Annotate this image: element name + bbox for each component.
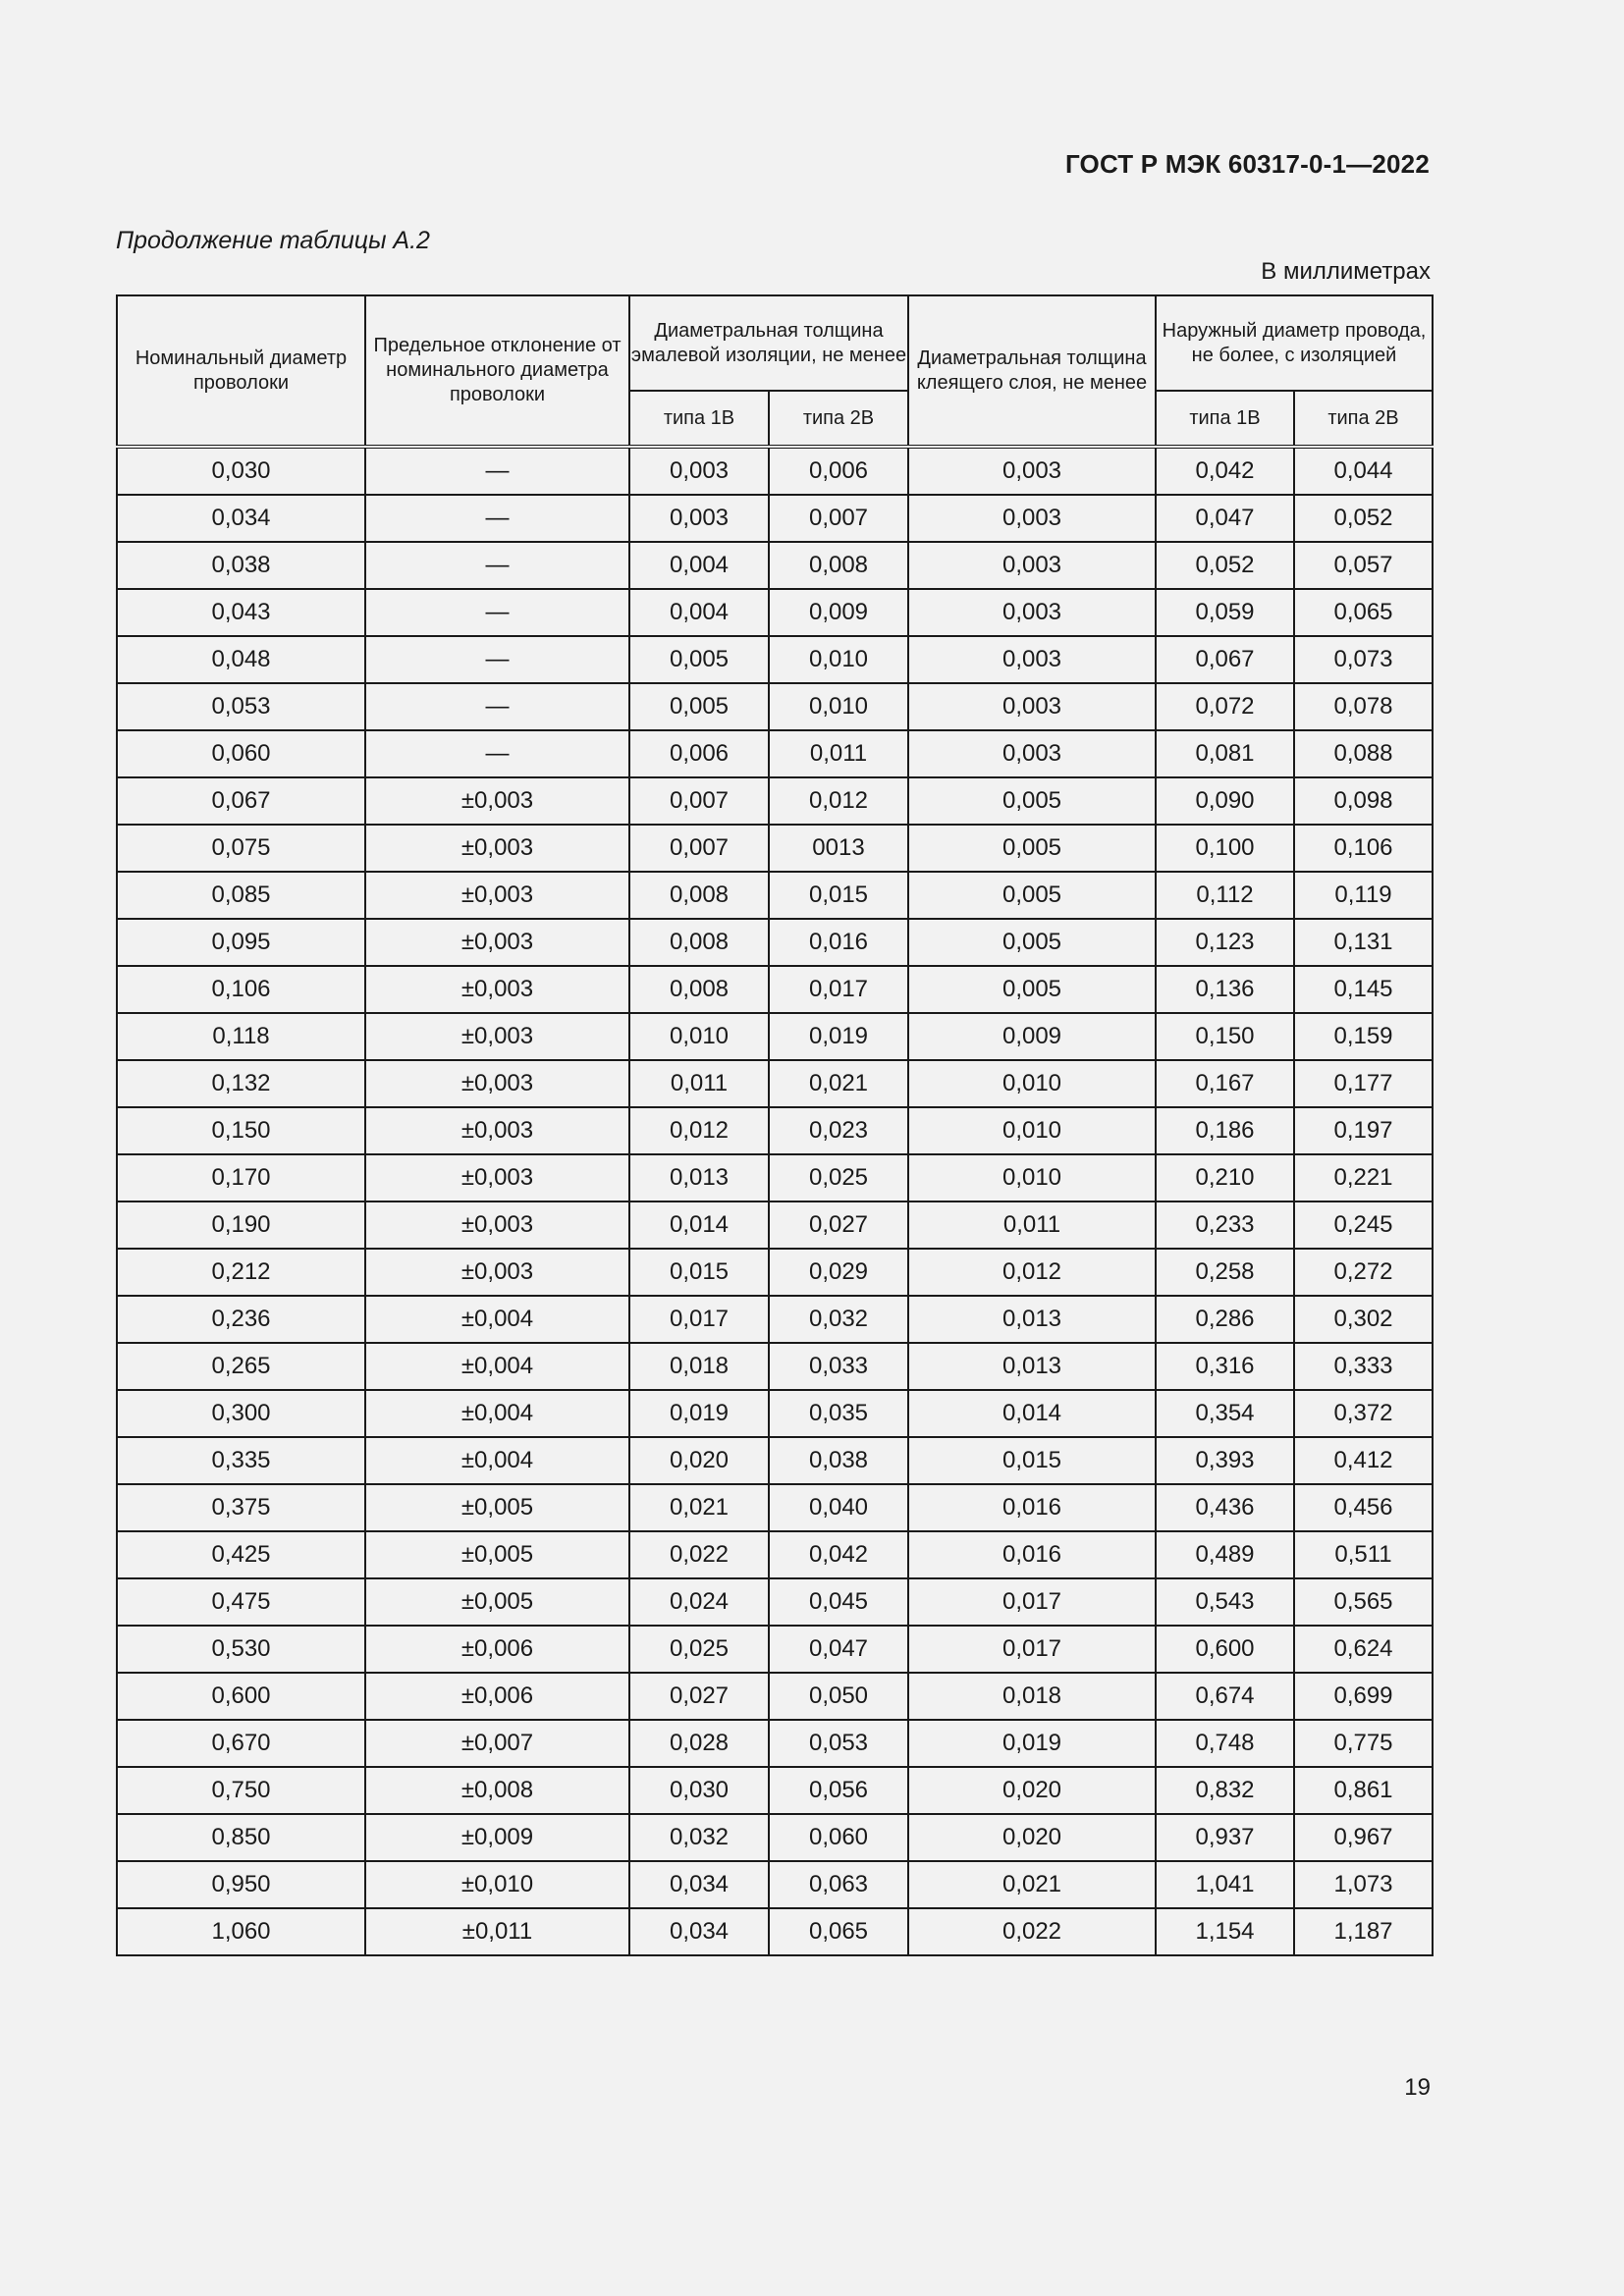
cell-deviation: ±0,005	[365, 1484, 629, 1531]
cell-enamel-type2: 0,047	[769, 1626, 908, 1673]
cell-enamel-type1: 0,032	[629, 1814, 769, 1861]
cell-nominal-diameter: 0,335	[117, 1437, 365, 1484]
cell-outer-type1: 0,354	[1156, 1390, 1294, 1437]
cell-adhesive-thickness: 0,003	[908, 636, 1156, 683]
table-row	[117, 1626, 1433, 1673]
cell-outer-type2: 0,078	[1294, 683, 1433, 730]
table-a2-container	[116, 294, 1432, 1956]
cell-enamel-type1: 0,005	[629, 636, 769, 683]
table-row	[117, 589, 1433, 636]
page-number: 19	[1404, 2074, 1431, 2101]
table-row	[117, 636, 1433, 683]
cell-enamel-type1: 0,010	[629, 1013, 769, 1060]
cell-adhesive-thickness: 0,003	[908, 495, 1156, 542]
cell-outer-type2: 0,302	[1294, 1296, 1433, 1343]
cell-enamel-type1: 0,019	[629, 1390, 769, 1437]
cell-deviation: ±0,004	[365, 1296, 629, 1343]
table-row	[117, 1531, 1433, 1578]
cell-outer-type2: 0,967	[1294, 1814, 1433, 1861]
cell-outer-type1: 0,100	[1156, 825, 1294, 872]
cell-adhesive-thickness: 0,010	[908, 1107, 1156, 1154]
cell-outer-type1: 0,316	[1156, 1343, 1294, 1390]
cell-outer-type2: 0,088	[1294, 730, 1433, 777]
cell-enamel-type2: 0,053	[769, 1720, 908, 1767]
cell-enamel-type2: 0,019	[769, 1013, 908, 1060]
header-enamel-type1: типа 1В	[629, 391, 769, 447]
cell-outer-type1: 0,674	[1156, 1673, 1294, 1720]
cell-outer-type2: 0,221	[1294, 1154, 1433, 1201]
cell-enamel-type1: 0,014	[629, 1201, 769, 1249]
cell-outer-type1: 1,154	[1156, 1908, 1294, 1955]
cell-nominal-diameter: 0,106	[117, 966, 365, 1013]
table-row	[117, 1390, 1433, 1437]
cell-adhesive-thickness: 0,013	[908, 1296, 1156, 1343]
cell-outer-type1: 0,067	[1156, 636, 1294, 683]
table-row	[117, 1154, 1433, 1201]
cell-nominal-diameter: 0,034	[117, 495, 365, 542]
cell-outer-type1: 0,123	[1156, 919, 1294, 966]
cell-adhesive-thickness: 0,017	[908, 1578, 1156, 1626]
cell-outer-type1: 0,042	[1156, 447, 1294, 495]
cell-outer-type2: 0,131	[1294, 919, 1433, 966]
cell-adhesive-thickness: 0,010	[908, 1154, 1156, 1201]
cell-adhesive-thickness: 0,005	[908, 825, 1156, 872]
cell-nominal-diameter: 0,170	[117, 1154, 365, 1201]
cell-outer-type2: 0,699	[1294, 1673, 1433, 1720]
cell-enamel-type2: 0,045	[769, 1578, 908, 1626]
cell-outer-type1: 0,090	[1156, 777, 1294, 825]
cell-deviation: ±0,006	[365, 1673, 629, 1720]
cell-deviation: ±0,003	[365, 1201, 629, 1249]
cell-enamel-type2: 0,011	[769, 730, 908, 777]
table-row	[117, 919, 1433, 966]
cell-nominal-diameter: 0,085	[117, 872, 365, 919]
cell-adhesive-thickness: 0,003	[908, 683, 1156, 730]
header-enamel-thickness: Диаметральная толщина эмалевой изоляции, не менее	[629, 295, 908, 391]
cell-enamel-type2: 0,060	[769, 1814, 908, 1861]
table-row	[117, 447, 1433, 495]
cell-enamel-type2: 0,027	[769, 1201, 908, 1249]
header-outer-type2: типа 2В	[1294, 391, 1433, 447]
header-adhesive-thickness: Диаметральная толщина клеящего слоя, не менее	[908, 295, 1156, 447]
header-nominal-diameter: Номинальный диаметр проволоки	[117, 295, 365, 447]
cell-outer-type2: 0,044	[1294, 447, 1433, 495]
cell-deviation: ±0,004	[365, 1437, 629, 1484]
table-row	[117, 777, 1433, 825]
cell-nominal-diameter: 0,095	[117, 919, 365, 966]
table-row	[117, 1296, 1433, 1343]
cell-outer-type2: 0,145	[1294, 966, 1433, 1013]
cell-enamel-type2: 0013	[769, 825, 908, 872]
table-row	[117, 872, 1433, 919]
cell-deviation: ±0,008	[365, 1767, 629, 1814]
table-continuation-caption: Продолжение таблицы А.2	[116, 227, 430, 254]
cell-enamel-type2: 0,050	[769, 1673, 908, 1720]
cell-adhesive-thickness: 0,018	[908, 1673, 1156, 1720]
table-row	[117, 1673, 1433, 1720]
cell-enamel-type1: 0,005	[629, 683, 769, 730]
cell-deviation: ±0,009	[365, 1814, 629, 1861]
cell-nominal-diameter: 0,043	[117, 589, 365, 636]
cell-enamel-type2: 0,012	[769, 777, 908, 825]
cell-enamel-type1: 0,012	[629, 1107, 769, 1154]
cell-enamel-type2: 0,032	[769, 1296, 908, 1343]
cell-outer-type1: 0,393	[1156, 1437, 1294, 1484]
cell-outer-type2: 0,412	[1294, 1437, 1433, 1484]
cell-outer-type2: 0,106	[1294, 825, 1433, 872]
cell-enamel-type1: 0,018	[629, 1343, 769, 1390]
table-row	[117, 1578, 1433, 1626]
cell-enamel-type1: 0,020	[629, 1437, 769, 1484]
cell-adhesive-thickness: 0,009	[908, 1013, 1156, 1060]
cell-outer-type1: 0,489	[1156, 1531, 1294, 1578]
cell-enamel-type2: 0,016	[769, 919, 908, 966]
cell-deviation: —	[365, 495, 629, 542]
cell-outer-type1: 0,136	[1156, 966, 1294, 1013]
cell-enamel-type1: 0,011	[629, 1060, 769, 1107]
cell-deviation: —	[365, 683, 629, 730]
cell-enamel-type1: 0,003	[629, 495, 769, 542]
units-label: В миллиметрах	[1261, 258, 1431, 285]
cell-adhesive-thickness: 0,011	[908, 1201, 1156, 1249]
cell-outer-type1: 0,233	[1156, 1201, 1294, 1249]
cell-outer-type1: 0,600	[1156, 1626, 1294, 1673]
cell-enamel-type2: 0,038	[769, 1437, 908, 1484]
cell-deviation: ±0,010	[365, 1861, 629, 1908]
cell-adhesive-thickness: 0,003	[908, 542, 1156, 589]
cell-nominal-diameter: 0,236	[117, 1296, 365, 1343]
cell-outer-type1: 0,543	[1156, 1578, 1294, 1626]
cell-deviation: ±0,003	[365, 1013, 629, 1060]
cell-nominal-diameter: 0,038	[117, 542, 365, 589]
cell-enamel-type2: 0,035	[769, 1390, 908, 1437]
cell-nominal-diameter: 0,060	[117, 730, 365, 777]
cell-outer-type1: 0,150	[1156, 1013, 1294, 1060]
cell-enamel-type1: 0,025	[629, 1626, 769, 1673]
cell-nominal-diameter: 0,850	[117, 1814, 365, 1861]
cell-deviation: —	[365, 542, 629, 589]
cell-enamel-type1: 0,007	[629, 825, 769, 872]
cell-outer-type2: 0,197	[1294, 1107, 1433, 1154]
cell-enamel-type2: 0,042	[769, 1531, 908, 1578]
cell-nominal-diameter: 0,132	[117, 1060, 365, 1107]
cell-deviation: ±0,003	[365, 919, 629, 966]
cell-adhesive-thickness: 0,019	[908, 1720, 1156, 1767]
cell-deviation: ±0,003	[365, 777, 629, 825]
cell-outer-type1: 0,059	[1156, 589, 1294, 636]
cell-enamel-type2: 0,023	[769, 1107, 908, 1154]
cell-outer-type1: 0,047	[1156, 495, 1294, 542]
cell-outer-type2: 0,456	[1294, 1484, 1433, 1531]
cell-nominal-diameter: 0,425	[117, 1531, 365, 1578]
cell-enamel-type1: 0,024	[629, 1578, 769, 1626]
cell-enamel-type1: 0,008	[629, 919, 769, 966]
cell-outer-type2: 0,052	[1294, 495, 1433, 542]
cell-outer-type1: 0,072	[1156, 683, 1294, 730]
table-row	[117, 542, 1433, 589]
cell-adhesive-thickness: 0,020	[908, 1814, 1156, 1861]
cell-outer-type2: 0,177	[1294, 1060, 1433, 1107]
cell-enamel-type1: 0,008	[629, 872, 769, 919]
cell-deviation: ±0,003	[365, 1249, 629, 1296]
cell-outer-type2: 0,159	[1294, 1013, 1433, 1060]
cell-adhesive-thickness: 0,003	[908, 589, 1156, 636]
cell-deviation: ±0,003	[365, 1060, 629, 1107]
table-row	[117, 1437, 1433, 1484]
cell-enamel-type1: 0,022	[629, 1531, 769, 1578]
table-row	[117, 1060, 1433, 1107]
cell-deviation: ±0,005	[365, 1578, 629, 1626]
cell-outer-type2: 0,333	[1294, 1343, 1433, 1390]
table-header	[117, 295, 1433, 447]
cell-outer-type2: 0,775	[1294, 1720, 1433, 1767]
cell-enamel-type2: 0,010	[769, 636, 908, 683]
cell-outer-type1: 0,081	[1156, 730, 1294, 777]
table-row	[117, 1107, 1433, 1154]
cell-outer-type1: 0,210	[1156, 1154, 1294, 1201]
table-row	[117, 1484, 1433, 1531]
cell-nominal-diameter: 0,053	[117, 683, 365, 730]
cell-outer-type2: 0,098	[1294, 777, 1433, 825]
cell-adhesive-thickness: 0,005	[908, 919, 1156, 966]
cell-adhesive-thickness: 0,014	[908, 1390, 1156, 1437]
cell-deviation: —	[365, 636, 629, 683]
cell-outer-type2: 0,372	[1294, 1390, 1433, 1437]
cell-nominal-diameter: 0,950	[117, 1861, 365, 1908]
cell-nominal-diameter: 0,212	[117, 1249, 365, 1296]
cell-enamel-type1: 0,015	[629, 1249, 769, 1296]
cell-outer-type1: 0,436	[1156, 1484, 1294, 1531]
cell-nominal-diameter: 0,265	[117, 1343, 365, 1390]
cell-outer-type1: 0,832	[1156, 1767, 1294, 1814]
wire-dimensions-table	[116, 294, 1434, 1956]
cell-enamel-type2: 0,040	[769, 1484, 908, 1531]
cell-deviation: —	[365, 589, 629, 636]
cell-nominal-diameter: 0,190	[117, 1201, 365, 1249]
cell-outer-type1: 0,258	[1156, 1249, 1294, 1296]
cell-outer-type1: 0,286	[1156, 1296, 1294, 1343]
cell-deviation: ±0,003	[365, 1154, 629, 1201]
cell-adhesive-thickness: 0,020	[908, 1767, 1156, 1814]
table-row	[117, 1861, 1433, 1908]
cell-outer-type1: 1,041	[1156, 1861, 1294, 1908]
cell-deviation: ±0,006	[365, 1626, 629, 1673]
cell-enamel-type2: 0,007	[769, 495, 908, 542]
cell-adhesive-thickness: 0,003	[908, 730, 1156, 777]
table-row	[117, 1720, 1433, 1767]
cell-enamel-type1: 0,027	[629, 1673, 769, 1720]
cell-adhesive-thickness: 0,003	[908, 447, 1156, 495]
cell-enamel-type2: 0,017	[769, 966, 908, 1013]
table-row	[117, 1814, 1433, 1861]
table-row	[117, 1767, 1433, 1814]
cell-nominal-diameter: 0,750	[117, 1767, 365, 1814]
cell-outer-type1: 0,167	[1156, 1060, 1294, 1107]
cell-deviation: ±0,003	[365, 1107, 629, 1154]
cell-deviation: ±0,007	[365, 1720, 629, 1767]
table-row	[117, 1201, 1433, 1249]
cell-enamel-type1: 0,021	[629, 1484, 769, 1531]
cell-enamel-type1: 0,034	[629, 1861, 769, 1908]
table-row	[117, 495, 1433, 542]
table-row	[117, 683, 1433, 730]
cell-enamel-type2: 0,015	[769, 872, 908, 919]
cell-enamel-type2: 0,063	[769, 1861, 908, 1908]
cell-nominal-diameter: 0,475	[117, 1578, 365, 1626]
cell-enamel-type1: 0,004	[629, 542, 769, 589]
cell-outer-type2: 0,057	[1294, 542, 1433, 589]
cell-outer-type2: 0,624	[1294, 1626, 1433, 1673]
header-outer-diameter: Наружный диаметр провода, не более, с изоляцией	[1156, 295, 1433, 391]
cell-outer-type2: 0,272	[1294, 1249, 1433, 1296]
cell-enamel-type2: 0,021	[769, 1060, 908, 1107]
cell-nominal-diameter: 1,060	[117, 1908, 365, 1955]
cell-adhesive-thickness: 0,010	[908, 1060, 1156, 1107]
cell-nominal-diameter: 0,375	[117, 1484, 365, 1531]
cell-enamel-type1: 0,034	[629, 1908, 769, 1955]
cell-adhesive-thickness: 0,005	[908, 966, 1156, 1013]
cell-outer-type1: 0,112	[1156, 872, 1294, 919]
cell-adhesive-thickness: 0,013	[908, 1343, 1156, 1390]
cell-outer-type2: 1,073	[1294, 1861, 1433, 1908]
cell-deviation: ±0,005	[365, 1531, 629, 1578]
cell-enamel-type1: 0,013	[629, 1154, 769, 1201]
cell-outer-type2: 0,511	[1294, 1531, 1433, 1578]
cell-adhesive-thickness: 0,015	[908, 1437, 1156, 1484]
cell-adhesive-thickness: 0,005	[908, 777, 1156, 825]
cell-enamel-type2: 0,006	[769, 447, 908, 495]
table-row	[117, 730, 1433, 777]
cell-deviation: ±0,004	[365, 1390, 629, 1437]
cell-enamel-type1: 0,028	[629, 1720, 769, 1767]
cell-deviation: ±0,003	[365, 825, 629, 872]
cell-outer-type1: 0,186	[1156, 1107, 1294, 1154]
cell-enamel-type1: 0,008	[629, 966, 769, 1013]
cell-outer-type2: 0,565	[1294, 1578, 1433, 1626]
cell-outer-type2: 1,187	[1294, 1908, 1433, 1955]
cell-adhesive-thickness: 0,012	[908, 1249, 1156, 1296]
cell-enamel-type1: 0,017	[629, 1296, 769, 1343]
cell-nominal-diameter: 0,600	[117, 1673, 365, 1720]
cell-enamel-type2: 0,033	[769, 1343, 908, 1390]
header-deviation: Предельное отклонение от номинального диаметра проволоки	[365, 295, 629, 447]
header-outer-type1: типа 1В	[1156, 391, 1294, 447]
cell-adhesive-thickness: 0,022	[908, 1908, 1156, 1955]
cell-nominal-diameter: 0,530	[117, 1626, 365, 1673]
cell-enamel-type2: 0,008	[769, 542, 908, 589]
cell-adhesive-thickness: 0,021	[908, 1861, 1156, 1908]
cell-enamel-type1: 0,030	[629, 1767, 769, 1814]
cell-enamel-type1: 0,003	[629, 447, 769, 495]
cell-nominal-diameter: 0,030	[117, 447, 365, 495]
cell-adhesive-thickness: 0,016	[908, 1484, 1156, 1531]
cell-nominal-diameter: 0,118	[117, 1013, 365, 1060]
cell-deviation: —	[365, 730, 629, 777]
cell-enamel-type2: 0,009	[769, 589, 908, 636]
cell-deviation: ±0,003	[365, 872, 629, 919]
cell-enamel-type1: 0,004	[629, 589, 769, 636]
cell-enamel-type2: 0,010	[769, 683, 908, 730]
cell-enamel-type2: 0,056	[769, 1767, 908, 1814]
cell-nominal-diameter: 0,067	[117, 777, 365, 825]
cell-enamel-type2: 0,025	[769, 1154, 908, 1201]
cell-outer-type2: 0,861	[1294, 1767, 1433, 1814]
table-row	[117, 1908, 1433, 1955]
table-row	[117, 1343, 1433, 1390]
cell-nominal-diameter: 0,075	[117, 825, 365, 872]
document-header: ГОСТ Р МЭК 60317-0-1—2022	[1064, 149, 1430, 179]
cell-outer-type2: 0,073	[1294, 636, 1433, 683]
cell-deviation: ±0,003	[365, 966, 629, 1013]
cell-nominal-diameter: 0,048	[117, 636, 365, 683]
cell-outer-type1: 0,937	[1156, 1814, 1294, 1861]
cell-adhesive-thickness: 0,017	[908, 1626, 1156, 1673]
cell-enamel-type1: 0,007	[629, 777, 769, 825]
cell-deviation: —	[365, 447, 629, 495]
cell-nominal-diameter: 0,150	[117, 1107, 365, 1154]
table-row	[117, 825, 1433, 872]
table-row	[117, 966, 1433, 1013]
cell-adhesive-thickness: 0,016	[908, 1531, 1156, 1578]
cell-outer-type2: 0,119	[1294, 872, 1433, 919]
cell-outer-type2: 0,245	[1294, 1201, 1433, 1249]
cell-adhesive-thickness: 0,005	[908, 872, 1156, 919]
cell-outer-type2: 0,065	[1294, 589, 1433, 636]
table-body	[117, 447, 1433, 1955]
table-row	[117, 1013, 1433, 1060]
cell-enamel-type2: 0,065	[769, 1908, 908, 1955]
cell-nominal-diameter: 0,300	[117, 1390, 365, 1437]
cell-deviation: ±0,011	[365, 1908, 629, 1955]
cell-outer-type1: 0,052	[1156, 542, 1294, 589]
cell-deviation: ±0,004	[365, 1343, 629, 1390]
cell-enamel-type2: 0,029	[769, 1249, 908, 1296]
cell-nominal-diameter: 0,670	[117, 1720, 365, 1767]
cell-outer-type1: 0,748	[1156, 1720, 1294, 1767]
header-enamel-type2: типа 2В	[769, 391, 908, 447]
cell-enamel-type1: 0,006	[629, 730, 769, 777]
table-row	[117, 1249, 1433, 1296]
